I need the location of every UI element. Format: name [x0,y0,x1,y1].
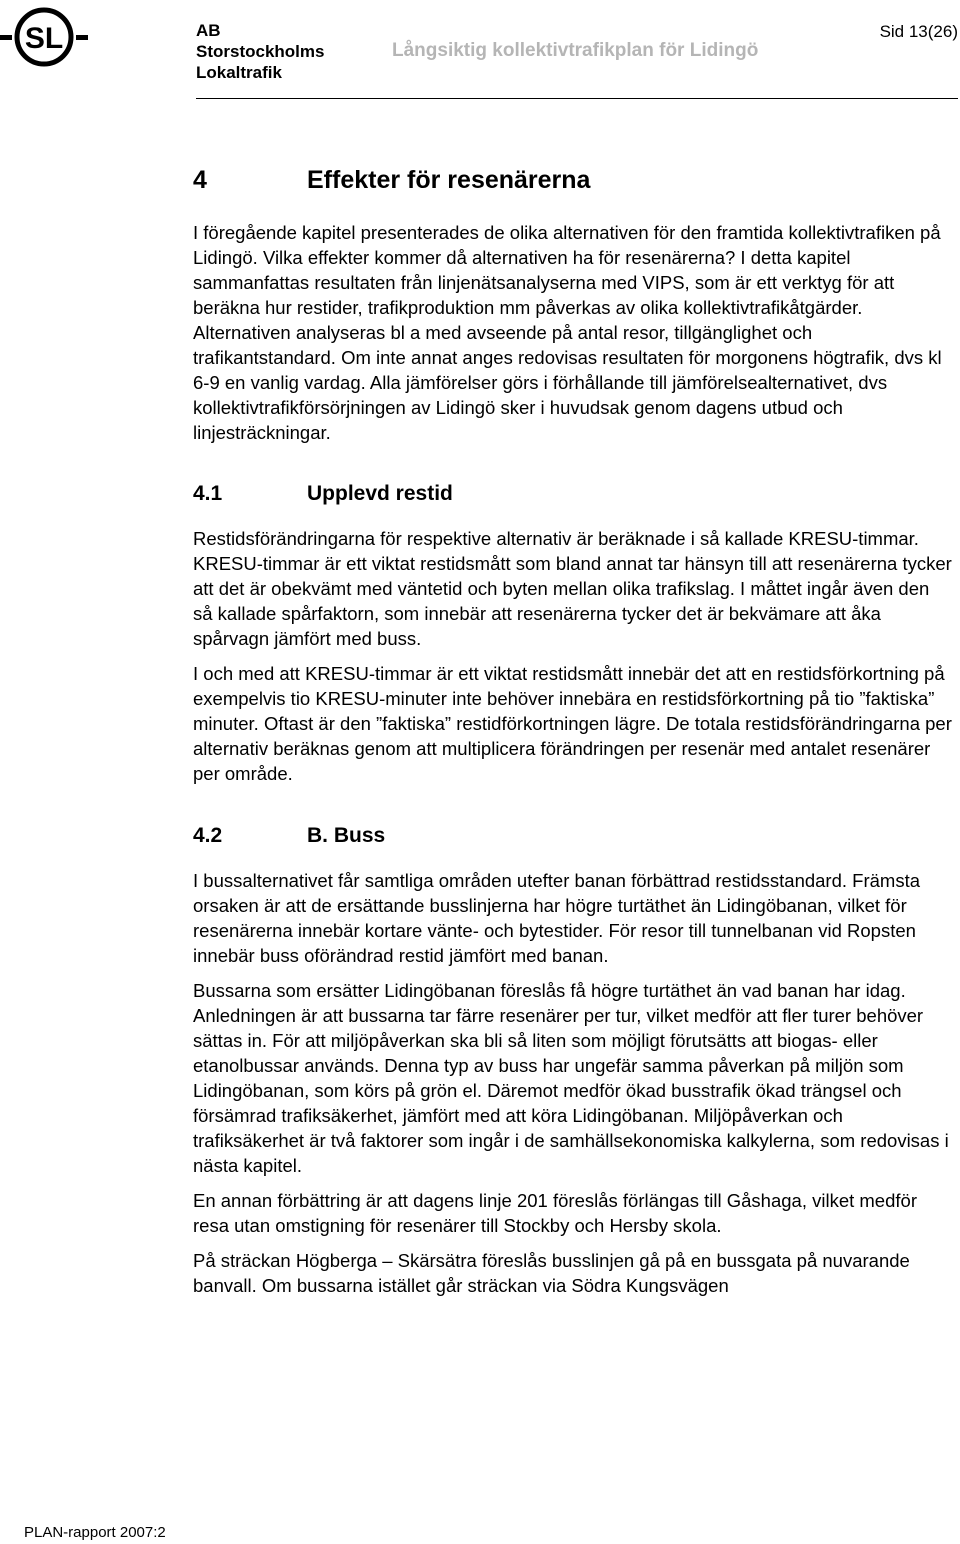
section-title: Effekter för resenärerna [307,166,591,194]
page-number: Sid 13(26) [879,22,958,41]
paragraph: I bussalternativet får samtliga områden utefter banan förbättrad restidsstandard. Främsta orsaken är att de ersättande busslinjerna har högre turtäthet än Lidingöbanan, vilket för resenärerna innebär kortare vänte- och bytestider. För resor till tunnelbanan vid Ropsten innebär buss oförändrad restid jämfört med banan. [193,870,921,966]
document-body [193,166,953,1298]
paragraph: I och med att KRESU-timmar är ett viktat restidsmått innebär det att en restidsförkortning på exempelvis tio KRESU-minuter inte behöver innebära en restidsförkortning på tio ”faktiska” minuter. Oftast är den ”faktiska” restidförkortningen lägre. De totala restidsförändringarna per alternativ beräknas genom att multiplicera förändringen per resenär med antalet resenärer per område. [193,663,952,784]
header-divider [196,98,958,99]
subsection-title: Upplevd restid [307,482,453,505]
section-number: 4 [193,166,207,194]
subsection-title: B. Buss [307,824,386,847]
paragraph: På sträckan Högberga – Skärsätra föreslås busslinjen gå på en bussgata på nuvarande banvall. Om bussarna istället går sträckan via Södra Kungsvägen [193,1250,910,1296]
section-heading [193,166,953,195]
subsection-number: 4.1 [193,482,223,505]
subsection-heading [193,824,953,848]
subsection-heading [193,482,953,506]
paragraph: Restidsförändringarna för respektive alternativ är beräknade i så kallade KRESU-timmar. KRESU-timmar är ett viktat restidsmått som bland annat tar hänsyn till att resenärerna tycker att det är obekvämt med väntetid och byten mellan olika trafikslag. I måttet ingår även den så kallade spårfaktorn, som innebär att resenärerna tycker det är bekvämare att åka spårvagn jämfört med buss. [193,528,952,649]
page-header [0,0,960,104]
company-line: Storstockholms [196,42,325,61]
company-line: Lokaltrafik [196,63,282,82]
paragraph: Bussarna som ersätter Lidingöbanan föreslås få högre turtäthet än vad banan har idag. Anledningen är att bussarna tar färre resenärer per tur, vilket medför att fler turer behöver sättas in. För att miljöpåverkan ska bli så liten som möjligt förutsätts att biogas- eller etanolbussar används. Denna typ av buss har ungefär samma påverkan på miljön som Lidingöbanan, som körs på grön el. Däremot medför ökad busstrafik ökad trängsel och försämrad trafiksäkerhet, jämfört med att köra Lidingöbanan. Miljöpåverkan och trafiksäkerhet är två faktorer som ingår i de samhällsekonomiska kalkylerna, som redovisas i nästa kapitel. [193,980,949,1176]
subsection-number: 4.2 [193,824,223,847]
paragraph: En annan förbättring är att dagens linje 201 föreslås förlängas till Gåshaga, vilket medför resa utan omstigning för resenärer till Stockby och Hersby skola. [193,1190,917,1236]
page-footer: PLAN-rapport 2007:2 [24,1524,166,1541]
document-title: Långsiktig kollektivtrafikplan för Lidingö [392,40,759,61]
company-line: AB [196,21,221,40]
logo-text: SL [24,22,64,55]
sl-logo-icon [0,6,88,68]
paragraph: I föregående kapitel presenterades de olika alternativen för den framtida kollektivtrafiken på Lidingö. Vilka effekter kommer då alternativen ha för resenärerna? I detta kapitel sammanfattas resultaten från linjenätsanalyserna med VIPS, som är ett verktyg för att beräkna hur restider, trafikproduktion mm påverkas av olika kollektivtrafikåtgärder. Alternativen analyseras bl a med avseende på antal resor, tillgänglighet och trafikantstandard. Om inte annat anges redovisas resultaten för morgonens högtrafik, dvs kl 6-9 en vanlig vardag. Alla jämförelser görs i förhållande till jämförelsealternativet, dvs kollektivtrafikförsörjningen av Lidingö sker i huvudsak genom dagens utbud och linjesträckningar. [193,222,942,443]
company-name [196,20,324,83]
